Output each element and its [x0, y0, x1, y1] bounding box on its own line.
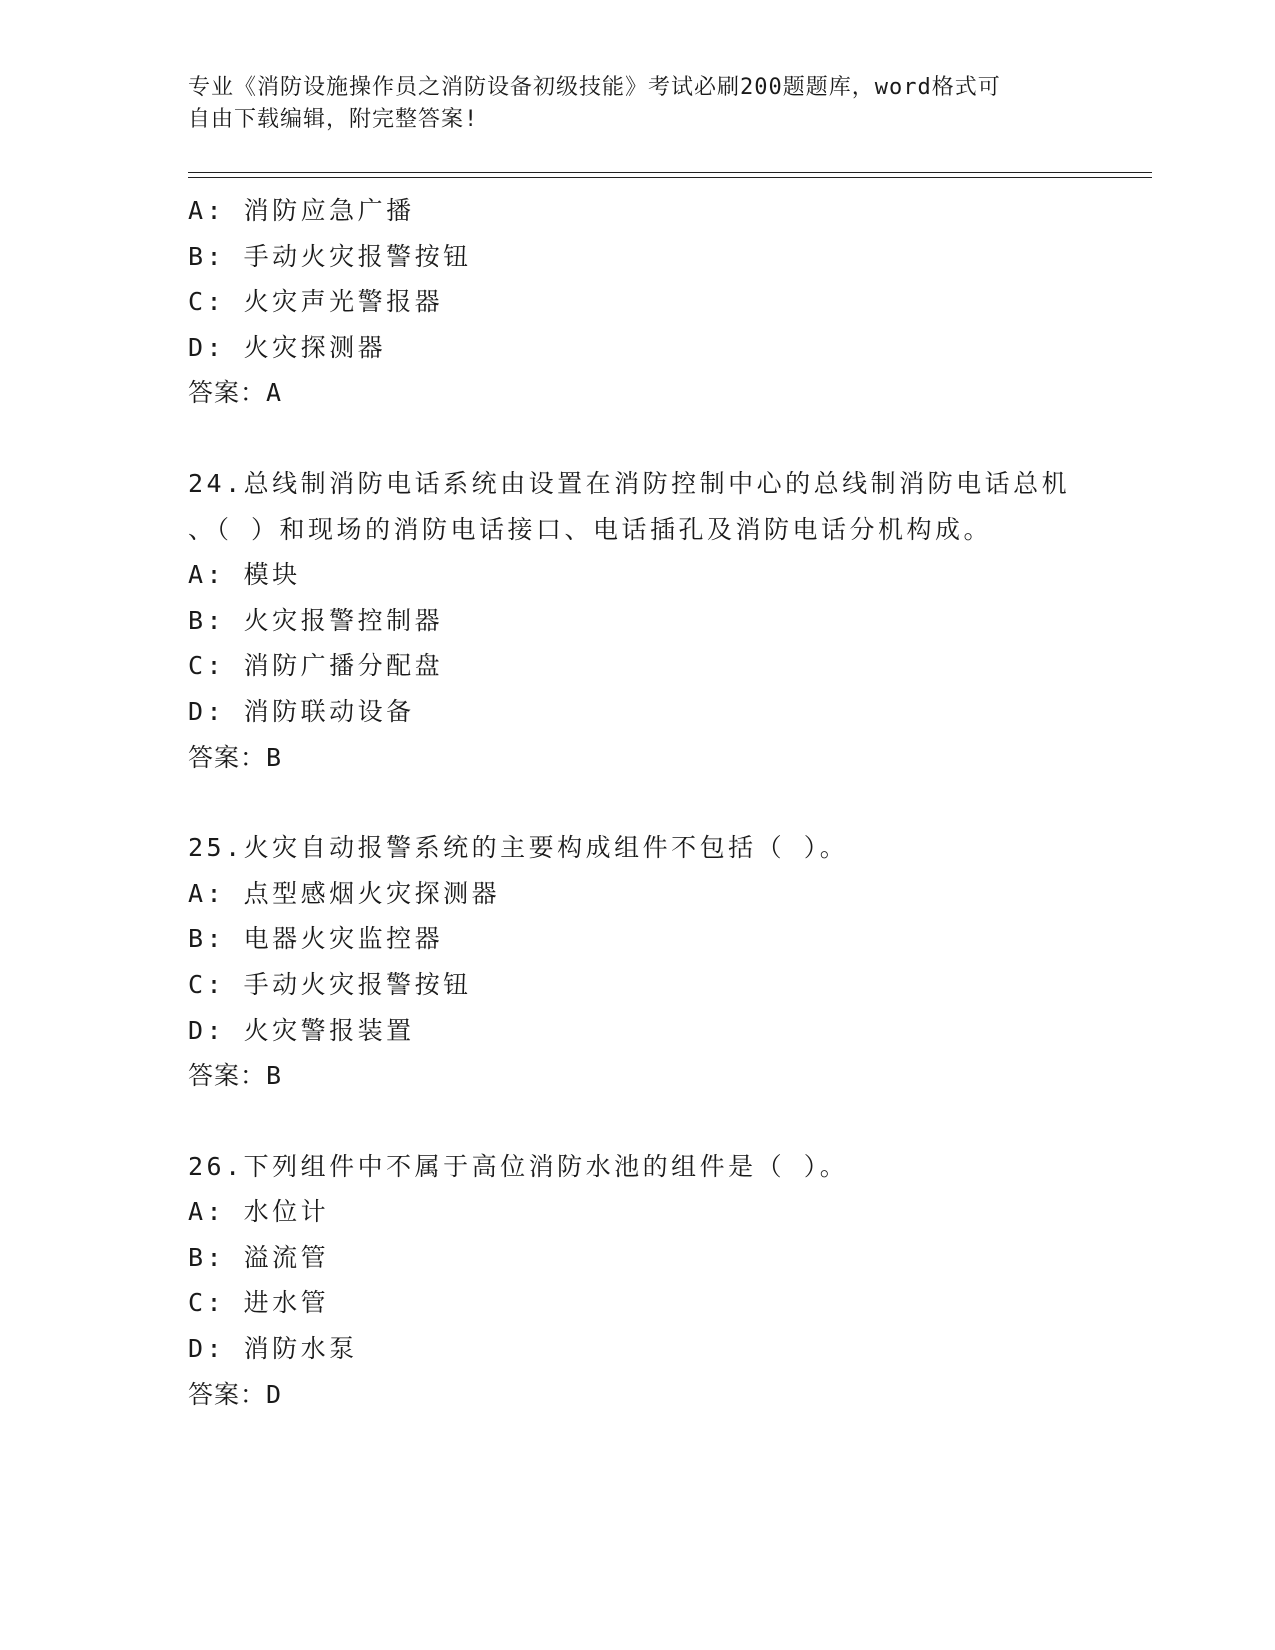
answer: 答案：B [188, 1061, 283, 1091]
option-a: A: 点型感烟火灾探测器 [188, 878, 501, 908]
option-d: D: 消防水泵 [188, 1334, 358, 1364]
option-b: B: 火灾报警控制器 [188, 605, 444, 635]
question-stem-continued: 、（ ）和现场的消防电话接口、电话插孔及消防电话分机构成。 [188, 514, 993, 544]
answer: 答案：B [188, 742, 283, 772]
option-a: A: 水位计 [188, 1197, 330, 1227]
spacer [188, 1099, 1148, 1144]
question-26 [188, 1144, 1148, 1418]
option-c: C: 手动火灾报警按钮 [188, 969, 472, 999]
answer: 答案：A [188, 378, 283, 408]
header-line-1: 专业《消防设施操作员之消防设备初级技能》考试必刷200题题库，word格式可 [188, 75, 1001, 100]
document-header [188, 72, 1088, 136]
option-c: C: 消防广播分配盘 [188, 651, 444, 681]
option-d: D: 火灾警报装置 [188, 1015, 415, 1045]
question-stem: 24.总线制消防电话系统由设置在消防控制中心的总线制消防电话总机 [188, 468, 1071, 498]
option-a: A: 消防应急广播 [188, 196, 415, 225]
option-d: D: 火灾探测器 [188, 332, 387, 362]
spacer [188, 780, 1148, 825]
question-23-options [188, 188, 1148, 416]
spacer [188, 416, 1148, 461]
option-b: B: 溢流管 [188, 1242, 330, 1272]
answer: 答案：D [188, 1379, 283, 1409]
option-d: D: 消防联动设备 [188, 696, 415, 726]
header-divider-top [188, 172, 1152, 173]
question-24 [188, 461, 1148, 780]
question-25 [188, 825, 1148, 1099]
option-c: C: 进水管 [188, 1288, 330, 1318]
option-b: B: 电器火灾监控器 [188, 924, 444, 954]
question-list [188, 188, 1148, 1417]
header-line-2: 自由下载编辑，附完整答案! [188, 107, 479, 132]
option-b: B: 手动火灾报警按钮 [188, 241, 472, 271]
question-stem: 25.火灾自动报警系统的主要构成组件不包括（ ）。 [188, 833, 849, 863]
header-divider-bottom [188, 177, 1152, 178]
option-c: C: 火灾声光警报器 [188, 287, 444, 317]
option-a: A: 模块 [188, 560, 301, 590]
question-stem: 26.下列组件中不属于高位消防水池的组件是（ ）。 [188, 1151, 849, 1181]
